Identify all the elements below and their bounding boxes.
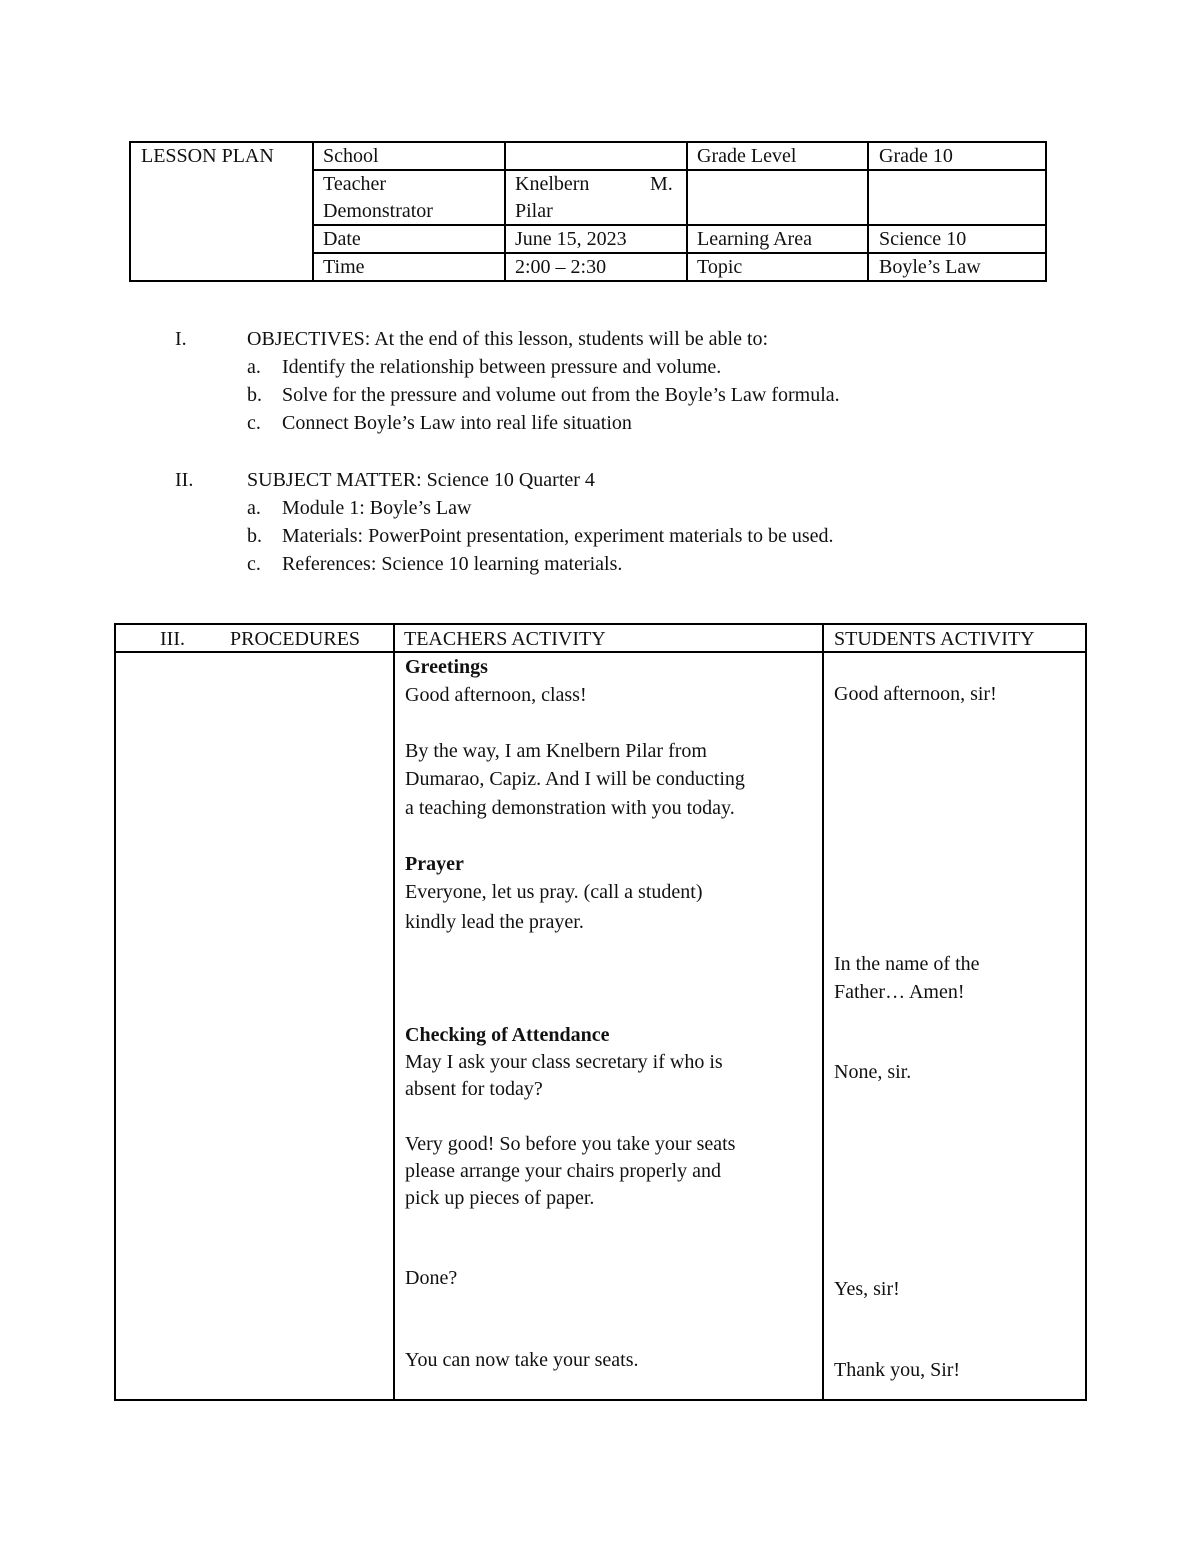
subject-matter-letter: a. (247, 497, 261, 519)
attendance-title: Checking of Attendance (405, 1024, 610, 1046)
subject-matter-item: Materials: PowerPoint presentation, experiment materials to be used. (282, 525, 834, 547)
objective-letter: c. (247, 412, 261, 434)
teacher-attendance-line: absent for today? (405, 1078, 543, 1100)
objective-letter: a. (247, 356, 261, 378)
procedures-numeral: III. (160, 628, 185, 650)
teacher-label-line-2: Demonstrator (323, 200, 433, 222)
topic-label: Topic (697, 256, 743, 278)
objective-letter: b. (247, 384, 262, 406)
teacher-take-seats: You can now take your seats. (405, 1349, 639, 1371)
teacher-intro-line: Dumarao, Capiz. And I will be conducting (405, 768, 745, 790)
teacher-prayer-line: kindly lead the prayer. (405, 911, 584, 933)
date-label: Date (323, 228, 361, 250)
school-label: School (323, 145, 379, 167)
learning-area-label: Learning Area (697, 228, 812, 250)
date-value: June 15, 2023 (515, 228, 627, 250)
lesson-plan-title: LESSON PLAN (141, 145, 274, 167)
objective-item: Identify the relationship between pressure and volume. (282, 356, 722, 378)
greetings-title: Greetings (405, 656, 488, 678)
procedures-heading: PROCEDURES (230, 628, 361, 650)
teacher-attendance-line: May I ask your class secretary if who is (405, 1051, 723, 1073)
subject-matter-letter: b. (247, 525, 262, 547)
teacher-intro-line: a teaching demonstration with you today. (405, 797, 735, 819)
objectives-numeral: I. (175, 328, 187, 350)
subject-matter-numeral: II. (175, 469, 194, 491)
subject-matter-item: References: Science 10 learning materials. (282, 553, 623, 575)
grade-level-label: Grade Level (697, 145, 797, 167)
teacher-prayer-line: Everyone, let us pray. (call a student) (405, 881, 703, 903)
grade-level-value: Grade 10 (879, 145, 953, 167)
objective-item: Solve for the pressure and volume out from the Boyle’s Law formula. (282, 384, 840, 406)
teacher-greeting: Good afternoon, class! (405, 684, 587, 706)
students-activity-header: STUDENTS ACTIVITY (834, 628, 1035, 650)
student-greeting-reply: Good afternoon, sir! (834, 683, 997, 705)
objective-item: Connect Boyle’s Law into real life situation (282, 412, 632, 434)
teacher-middle-initial: M. (650, 173, 673, 195)
teachers-activity-header: TEACHERS ACTIVITY (404, 628, 606, 650)
student-done-reply: Yes, sir! (834, 1278, 900, 1300)
teacher-done-question: Done? (405, 1267, 458, 1289)
student-prayer-reply: In the name of the (834, 953, 980, 975)
teacher-first-name: Knelbern (515, 173, 590, 195)
teacher-intro-line: By the way, I am Knelbern Pilar from (405, 740, 707, 762)
student-prayer-reply: Father… Amen! (834, 981, 965, 1003)
time-label: Time (323, 256, 365, 278)
teacher-seats-line: Very good! So before you take your seats (405, 1133, 736, 1155)
student-attendance-reply: None, sir. (834, 1061, 912, 1083)
student-thanks: Thank you, Sir! (834, 1359, 961, 1381)
subject-matter-letter: c. (247, 553, 261, 575)
teacher-seats-line: please arrange your chairs properly and (405, 1160, 721, 1182)
topic-value: Boyle’s Law (879, 256, 981, 278)
subject-matter-heading: SUBJECT MATTER: Science 10 Quarter 4 (247, 469, 595, 491)
prayer-title: Prayer (405, 853, 464, 875)
teacher-label-line-1: Teacher (323, 173, 386, 195)
teacher-last-name: Pilar (515, 200, 553, 222)
subject-matter-item: Module 1: Boyle’s Law (282, 497, 472, 519)
time-value: 2:00 – 2:30 (515, 256, 607, 278)
teacher-seats-line: pick up pieces of paper. (405, 1187, 595, 1209)
objectives-heading: OBJECTIVES: At the end of this lesson, students will be able to: (247, 328, 769, 350)
learning-area-value: Science 10 (879, 228, 967, 250)
